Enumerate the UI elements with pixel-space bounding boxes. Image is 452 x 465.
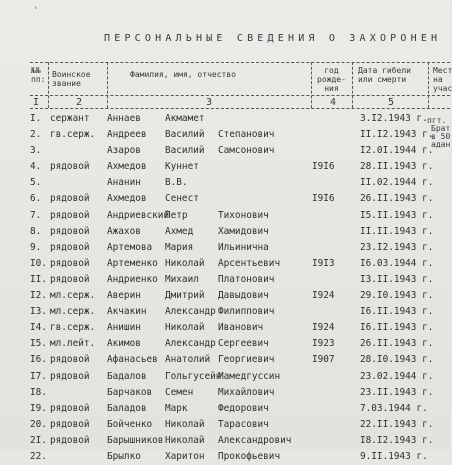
header-top-rule (30, 62, 450, 63)
table-row (0, 352, 450, 368)
death-date-cell: 23.I2.1943 г. (360, 241, 434, 253)
burial-records-table (0, 111, 450, 465)
surname-cell: Андриенко (107, 273, 158, 285)
death-date-cell: 22.II.1943 г. (360, 418, 434, 430)
death-date-cell: 28.I0.1943 г. (360, 354, 434, 366)
birth-year-cell: I9I6 (312, 161, 335, 173)
col-divider-5 (428, 62, 429, 108)
table-row (0, 124, 451, 143)
table-row (0, 449, 450, 465)
row-number: I5. (30, 338, 47, 350)
birth-year-cell: I923 (312, 338, 335, 350)
birth-year-cell: I9I6 (312, 193, 335, 205)
side-note: пгт. (427, 116, 447, 125)
document-title: ПЕРСОНАЛЬНЫЕ СВЕДЕНИЯ О ЗАХОРОНЕН (104, 33, 442, 44)
rank-cell: мл.серж. (50, 290, 96, 302)
death-date-cell: 26.II.1943 г. (360, 193, 434, 205)
rank-cell: рядовой (50, 241, 90, 253)
surname-cell: Бадалов (107, 370, 147, 382)
rank-cell: рядовой (50, 257, 90, 269)
table-row (0, 140, 451, 159)
patronymic-cell: Ильинична (218, 241, 269, 253)
birth-year-cell: I924 (312, 290, 335, 302)
col-divider-1 (48, 62, 49, 108)
patronymic-cell: Арсентьевич (218, 257, 281, 269)
table-row (0, 288, 450, 304)
first-name-cell: Николай (165, 257, 205, 269)
surname-cell: Афанасьев (107, 354, 158, 366)
row-number: I4. (30, 322, 47, 334)
side-note: адан (431, 140, 451, 149)
first-name-cell: Куннет (165, 161, 199, 173)
death-date-cell: 23.02.1944 г. (360, 370, 434, 382)
table-row (0, 159, 450, 175)
header-num: №№ пп: (31, 66, 46, 84)
row-number: 8. (30, 225, 42, 237)
surname-cell: Аннаев (107, 113, 141, 124)
rank-cell: рядовой (50, 225, 90, 237)
row-number: I7. (30, 370, 47, 382)
birth-year-cell: I9I3 (312, 257, 335, 269)
death-date-cell: I2.0I.1944 г. (360, 145, 434, 157)
death-date-cell: I5.II.1943 г. (360, 209, 434, 221)
row-number: 20. (30, 418, 47, 430)
death-date-cell: I3.II.1943 г. (360, 273, 434, 285)
patronymic-cell: Прокофьевич (218, 450, 281, 462)
first-name-cell: Василий (165, 145, 205, 157)
patronymic-cell: Иванович (218, 322, 264, 334)
death-date-cell: 7.03.1944 г. (360, 402, 428, 414)
rank-cell: рядовой (50, 418, 90, 430)
birth-year-cell: I924 (312, 322, 335, 334)
patronymic-cell: Давыдович (218, 290, 269, 302)
death-date-cell: II.I2.1943 г. (360, 129, 434, 141)
surname-cell: Анишин (107, 322, 141, 334)
death-date-cell: I6.II.1943 г. (360, 306, 434, 318)
first-name-cell: Ахмед (165, 225, 194, 237)
row-number: I0. (30, 257, 47, 269)
row-number: II. (30, 273, 47, 285)
surname-cell: Ананин (107, 177, 141, 189)
rank-cell: рядовой (50, 161, 90, 173)
col-index-5: 5 (388, 97, 395, 108)
table-row (0, 191, 450, 207)
surname-cell: Барышников (107, 434, 164, 446)
first-name-cell: Мария (165, 241, 194, 253)
patronymic-cell: Александрович (218, 434, 292, 446)
first-name-cell: Петр (165, 209, 188, 221)
rank-cell: рядовой (50, 402, 90, 414)
first-name-cell: Александр (165, 306, 216, 318)
col-index-2: 2 (76, 97, 83, 108)
rank-cell: сержант (50, 113, 90, 124)
row-number: 2. (30, 129, 42, 141)
table-row (0, 240, 450, 256)
col-index-3: 3 (206, 97, 213, 108)
rank-cell: рядовой (50, 209, 90, 221)
patronymic-cell: Филиппович (218, 306, 275, 318)
row-number: 3. (30, 145, 42, 157)
rank-cell: рядовой (50, 354, 90, 366)
first-name-cell: Николай (165, 322, 205, 334)
header-name: Фамилия, имя, отчество (130, 70, 236, 79)
row-number: I2. (30, 290, 47, 302)
first-name-cell: Александр (165, 338, 216, 350)
patronymic-cell: Сергеевич (218, 338, 269, 350)
first-name-cell: В.В. (165, 177, 188, 189)
table-row (0, 336, 450, 352)
first-name-cell: Харитон (165, 450, 205, 462)
header-mid-rule (30, 95, 450, 96)
patronymic-cell: Хамидович (218, 225, 269, 237)
death-date-cell: 29.I0.1943 г. (360, 290, 434, 302)
surname-cell: Барчаков (107, 386, 153, 398)
table-row (0, 304, 450, 320)
death-date-cell: I6.II.1943 г. (360, 322, 434, 334)
row-number: 2I. (30, 434, 47, 446)
side-note: в 50 (431, 132, 451, 141)
surname-cell: Аверин (107, 290, 141, 302)
rank-cell: мл.лейт. (50, 338, 96, 350)
first-name-cell: Семен (165, 386, 194, 398)
row-number: I9. (30, 402, 47, 414)
table-row (0, 433, 450, 449)
row-number: I6. (30, 354, 47, 366)
first-name-cell: Николай (165, 434, 205, 446)
patronymic-cell: Платонович (218, 273, 275, 285)
death-date-cell: 26.II.1943 г. (360, 338, 434, 350)
surname-cell: Брылко (107, 450, 141, 462)
header-rank: Воинское звание (52, 70, 91, 88)
rank-cell: рядовой (50, 193, 90, 205)
death-date-cell: 9.II.1943 г. (360, 450, 428, 462)
row-number: 5. (30, 177, 42, 189)
patronymic-cell: Тарасович (218, 418, 269, 430)
patronymic-cell: Федорович (218, 402, 269, 414)
table-row (0, 175, 450, 191)
death-date-cell: 28.II.1943 г. (360, 161, 434, 173)
surname-cell: Акчакин (107, 306, 147, 318)
first-name-cell: Михаил (165, 273, 199, 285)
col-divider-4 (352, 62, 353, 108)
birth-year-cell: I907 (312, 354, 335, 366)
death-date-cell: I8.I2.1943 г. (360, 434, 434, 446)
table-row (0, 417, 450, 433)
rank-cell: рядовой (50, 273, 90, 285)
table-row (0, 208, 450, 224)
first-name-cell: Василий (165, 129, 205, 141)
table-row (0, 224, 450, 240)
surname-cell: Артеменко (107, 257, 158, 269)
table-row (0, 272, 450, 288)
death-date-cell: II.II.1943 г. (360, 225, 434, 237)
corner-mark: ' (33, 6, 39, 16)
patronymic-cell: Мамедгуссин (218, 370, 281, 382)
table-row (0, 401, 450, 417)
row-number: 9. (30, 241, 42, 253)
side-note: Брат (431, 124, 451, 133)
row-number: I8. (30, 386, 47, 398)
row-number: I. (30, 113, 42, 124)
row-number: 22. (30, 450, 47, 462)
col-index-1: I (33, 97, 40, 108)
first-name-cell: Анатолий (165, 354, 211, 366)
header-date: Дата гибели или смерти (358, 66, 411, 84)
death-date-cell: 3.I2.1943 г. (360, 113, 428, 124)
first-name-cell: Гольгусейн (165, 370, 222, 382)
col-divider-2 (107, 62, 108, 108)
first-name-cell: Акмамет (165, 113, 205, 124)
surname-cell: Баладов (107, 402, 147, 414)
table-row (0, 369, 450, 385)
surname-cell: Ажахов (107, 225, 141, 237)
death-date-cell: II.02.1944 г. (360, 177, 434, 189)
row-number: I3. (30, 306, 47, 318)
col-divider-3 (311, 62, 312, 108)
surname-cell: Азаров (107, 145, 141, 157)
patronymic-cell: Георгиевич (218, 354, 275, 366)
rank-cell: гв.серж. (50, 129, 96, 141)
surname-cell: Акимов (107, 338, 141, 350)
first-name-cell: Дмитрий (165, 290, 205, 302)
surname-cell: Ахмедов (107, 161, 147, 173)
row-number: 6. (30, 193, 42, 205)
rank-cell: рядовой (50, 370, 90, 382)
row-number: 4. (30, 161, 42, 173)
first-name-cell: Сенест (165, 193, 199, 205)
patronymic-cell: Самсонович (218, 145, 275, 157)
rank-cell: рядовой (50, 434, 90, 446)
table-row (0, 111, 450, 127)
rank-cell: мл.серж. (50, 306, 96, 318)
surname-cell: Артемова (107, 241, 153, 253)
surname-cell: Ахмедов (107, 193, 147, 205)
patronymic-cell: Тихонович (218, 209, 269, 221)
death-date-cell: 23.II.1943 г. (360, 386, 434, 398)
table-row (0, 256, 450, 272)
patronymic-cell: Степанович (218, 129, 275, 141)
surname-cell: Бойченко (107, 418, 153, 430)
header-bottom-rule (30, 108, 450, 109)
table-row (0, 385, 450, 401)
table-row (0, 320, 450, 336)
surname-cell: Андриевский (107, 209, 170, 221)
header-place: Мест на учас (433, 66, 452, 93)
col-index-4: 4 (330, 97, 337, 108)
death-date-cell: I6.03.1944 г. (360, 257, 434, 269)
row-number: 7. (30, 209, 42, 221)
first-name-cell: Марк (165, 402, 188, 414)
header-year: год рожде- ния (317, 66, 346, 93)
rank-cell: гв.серж. (50, 322, 96, 334)
first-name-cell: Николай (165, 418, 205, 430)
surname-cell: Андреев (107, 129, 147, 141)
patronymic-cell: Михайлович (218, 386, 275, 398)
